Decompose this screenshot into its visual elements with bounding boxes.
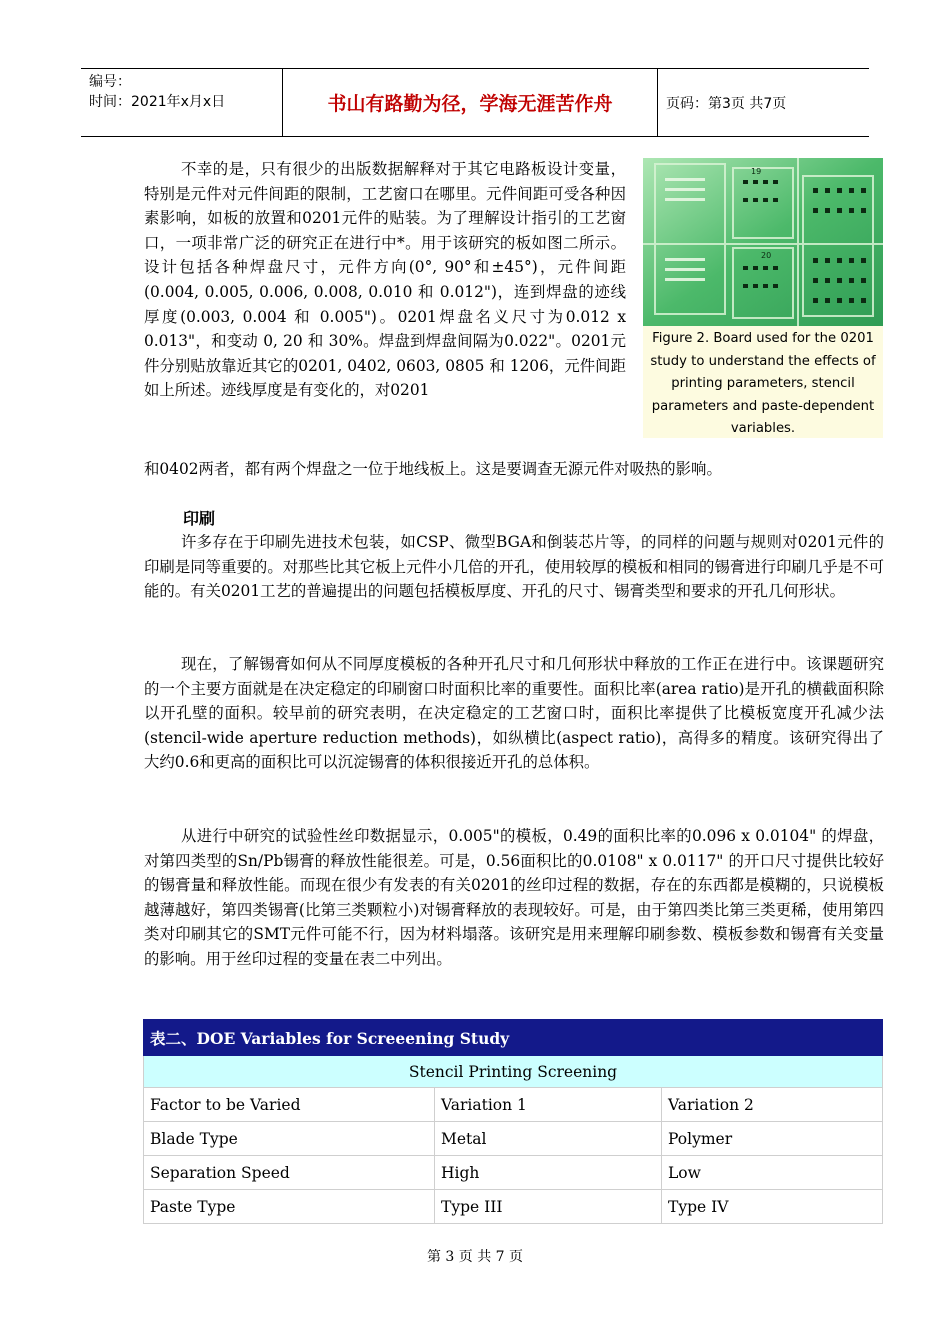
table-header-cell: Variation 2 xyxy=(662,1088,883,1122)
table-header-cell: Factor to be Varied xyxy=(144,1088,435,1122)
paragraph-intro: 不幸的是，只有很少的出版数据解释对于其它电路板设计变量，特别是元件对元件间距的限制，工艺窗口在哪里。元件间距可受各种因素影响，如板的放置和0201元件的贴装。为了理解设计指引的工艺窗口，一项非常广泛的研究正在进行中*。用于该研究的板如图二所示。设计包括各种焊盘尺寸，元件方向(0°, 90°和±45°)，元件间距(0.004, 0.005, 0.006, 0.008, 0.010 和 0.012")，连到焊盘的迹线厚度(0.003, 0.004 和 0.005")。0201焊盘名义尺寸为0.012 x 0.013"，和变动 0, 20 和 30%。焊盘到焊盘间隔为0.022"。0201元件分别贴放靠近其它的0201, 0402, 0603, 0805 和 1206，元件间距如上所述。迹线厚度是有变化的，对0201 xyxy=(144,160,626,400)
table-cell: Paste Type xyxy=(144,1190,435,1224)
doe-variables-table xyxy=(143,1019,883,1224)
table-row xyxy=(144,1190,883,1224)
header-meta xyxy=(81,69,283,136)
table-subtitle: Stencil Printing Screening xyxy=(144,1056,883,1088)
paragraph-printing-2: 现在，了解锡膏如何从不同厚度模板的各种开孔尺寸和几何形状中释放的工作正在进行中。该课题研究的一个主要方面就是在决定稳定的印刷窗口时面积比率的重要性。面积比率(area ratio)是开孔的横截面积除以开孔壁的面积。较早前的研究表明，在决定稳定的工艺窗口时，面积比率提供了比模板宽度开孔减少法(stencil-wide aperture reduction methods)，如纵横比(aspect ratio)，高得多的精度。该研究得出了大约0.6和更高的面积比可以沉淀锡膏的体积很接近开孔的总体积。 xyxy=(144,655,884,772)
table-row xyxy=(144,1122,883,1156)
table-cell: Type III xyxy=(435,1190,662,1224)
section-title-printing: 印刷 xyxy=(183,509,216,528)
table-cell: Low xyxy=(662,1156,883,1190)
board-label-20: 20 xyxy=(761,251,772,260)
figure-caption: Figure 2. Board used for the 0201 study to understand the effects of printing parameters, stencil parameters and paste-dependent variables. xyxy=(650,331,876,436)
paragraph-printing-3: 从进行中研究的试验性丝印数据显示，0.005"的模板，0.49的面积比率的0.096 x 0.0104" 的焊盘，对第四类型的Sn/Pb锡膏的释放性能很差。可是，0.56面积比的0.0108" x 0.0117" 的开口尺寸提供比较好的锡膏量和释放性能。而现在很少有发表的有关0201的丝印过程的数据，存在的东西都是模糊的，只说模板越薄越好，第四类锡膏(比第三类颗粒小)对锡膏释放的表现较好。可是，由于第四类比第三类更稀，使用第四类对印刷其它的SMT元件可能不行，因为材料塌落。该研究是用来理解印刷参数、模板参数和锡膏有关变量的影响。用于丝印过程的变量在表二中列出。 xyxy=(144,827,884,968)
table-cell: Blade Type xyxy=(144,1122,435,1156)
paragraph-intro-tail: 和0402两者，都有两个焊盘之一位于地线板上。这是要调查无源元件对吸热的影响。 xyxy=(144,460,722,478)
page-footer: 第 3 页 共 7 页 xyxy=(426,1249,524,1265)
header-motto: 书山有路勤为径，学海无涯苦作舟 xyxy=(283,69,658,136)
figure-board xyxy=(643,158,883,438)
table-cell: Type IV xyxy=(662,1190,883,1224)
paragraph-printing-1: 许多存在于印刷先进技术包装，如CSP、微型BGA和倒装芯片等，的同样的问题与规则对0201元件的印刷是同等重要的。对那些比其它板上元件小几倍的开孔，使用较厚的模板和相同的锡膏进行印刷几乎是不可能的。有关0201工艺的普遍提出的问题包括模板厚度、开孔的尺寸、锡膏类型和要求的开孔几何形状。 xyxy=(144,533,884,601)
table-cell: Metal xyxy=(435,1122,662,1156)
page-header xyxy=(81,68,869,137)
header-time: 时间：2021年x月x日 xyxy=(89,94,226,110)
table-title-row xyxy=(144,1020,883,1056)
table-cell: High xyxy=(435,1156,662,1190)
board-photo xyxy=(643,158,883,326)
table-cell: Polymer xyxy=(662,1122,883,1156)
table-header-row xyxy=(144,1088,883,1122)
table-title: 表二、DOE Variables for Screeening Study xyxy=(144,1020,883,1056)
table-subtitle-row xyxy=(144,1056,883,1088)
header-page-number: 页码：第3页 共7页 xyxy=(666,95,787,112)
header-number: 编号： xyxy=(89,74,131,90)
table-header-cell: Variation 1 xyxy=(435,1088,662,1122)
table-row xyxy=(144,1156,883,1190)
table-cell: Separation Speed xyxy=(144,1156,435,1190)
board-label-19: 19 xyxy=(751,167,762,176)
